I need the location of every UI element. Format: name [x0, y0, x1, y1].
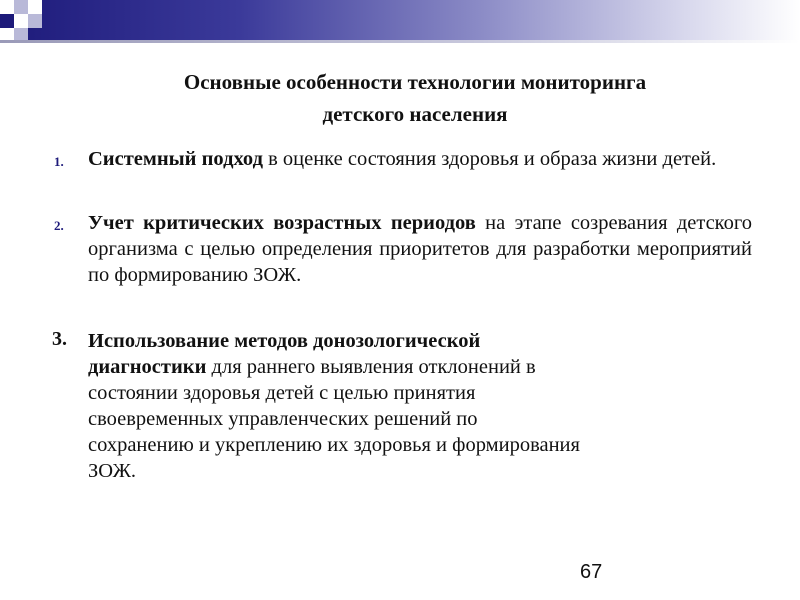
top-banner [0, 0, 800, 40]
title-line-1: Основные особенности технологии мониторинга [183, 70, 647, 94]
list-item-line: состоянии здоровья детей с целью принятия [88, 382, 476, 404]
list-item-bold: диагностики [88, 356, 207, 378]
list-item-line: сохранению и укреплению их здоровья и формирования [88, 434, 580, 456]
list-item-line: своевременных управленческих решений по [88, 408, 478, 430]
decor-square [0, 14, 14, 28]
list-item-text [88, 146, 752, 172]
list-item-bold: Системный подход [88, 148, 263, 170]
list-item-bold: Использование методов донозологической [88, 330, 481, 352]
decor-square [0, 0, 14, 14]
list-marker: 1. [54, 154, 64, 169]
decor-square [14, 0, 28, 14]
list-item-rest: на этапе созревания детского организма с целью определения приоритетов для разработки мероприятий по формированию ЗОЖ. [88, 212, 752, 286]
page-number: 67 [580, 561, 603, 583]
decor-square [28, 0, 42, 14]
list-item-rest: для раннего выявления отклонений в [206, 356, 536, 378]
list-item-text [88, 328, 728, 484]
list-item-text [88, 210, 752, 288]
list-item-line: ЗОЖ. [88, 460, 137, 482]
list-marker: 2. [54, 218, 64, 233]
title-line-2: детского населения [322, 102, 508, 126]
list-marker: 3. [52, 328, 67, 350]
list-item-rest: в оценке состояния здоровья и образа жизни детей. [262, 148, 717, 170]
list-item-bold: Учет критических возрастных периодов [88, 212, 476, 234]
banner-underline [0, 40, 800, 43]
decor-square [14, 14, 28, 28]
decor-square [28, 14, 42, 28]
slide-title [110, 66, 720, 130]
